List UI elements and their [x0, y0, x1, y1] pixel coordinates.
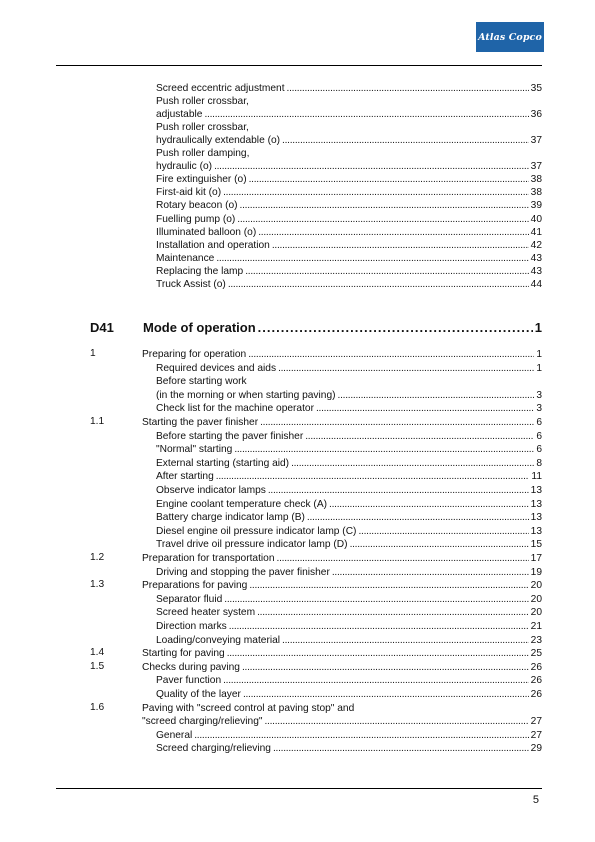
entry-title: Preparing for operation	[142, 349, 247, 360]
entry-page: 26	[530, 689, 542, 700]
entry-title: First-aid kit (o)	[156, 187, 222, 199]
entry-page: 27	[530, 729, 542, 741]
entry-page: 3	[536, 389, 542, 401]
leader-dots	[307, 511, 529, 524]
entry-page: 38	[530, 174, 542, 186]
toc-entry[interactable]	[156, 239, 542, 252]
leader-dots	[242, 661, 529, 674]
entry-number: 1.5	[90, 660, 105, 672]
toc-entry[interactable]	[156, 362, 542, 375]
entry-title: Screed heater system	[156, 607, 256, 619]
leader-dots	[338, 389, 535, 402]
leader-dots	[243, 688, 529, 701]
leader-dots	[224, 593, 528, 606]
section-title: Mode of operation	[143, 320, 256, 335]
toc-entry[interactable]	[156, 213, 542, 226]
entry-title: "Normal" starting	[156, 444, 233, 456]
entry-title: Paver function	[156, 675, 222, 687]
entry-title: hydraulic (o)	[156, 161, 213, 173]
entry-page: 8	[536, 457, 542, 469]
entry-title: Screed charging/relieving	[156, 743, 271, 755]
entry-title: Starting the paver finisher	[142, 417, 259, 428]
entry-title: Quality of the layer	[156, 689, 241, 700]
entry-title: Paving with "screed control at paving stop" and	[142, 702, 355, 714]
entry-page: 20	[530, 580, 542, 592]
leader-dots	[234, 443, 534, 456]
entry-title: Loading/conveying material	[156, 634, 281, 646]
leader-dots	[258, 320, 533, 336]
entry-page: 20	[530, 607, 542, 619]
leader-dots	[287, 82, 529, 95]
leader-dots	[228, 278, 529, 291]
entry-title: General	[156, 729, 193, 741]
toc-entry[interactable]	[142, 348, 542, 361]
entry-title: After starting	[156, 471, 214, 483]
entry-page: 35	[530, 83, 542, 94]
entry-title: Observe indicator lamps	[156, 485, 266, 496]
entry-title: Before starting work	[156, 376, 247, 388]
leader-dots	[332, 566, 529, 579]
leader-dots	[282, 634, 529, 647]
toc-entry[interactable]	[156, 402, 542, 415]
entry-title: Push roller crossbar,	[156, 122, 249, 134]
toc-entry[interactable]	[156, 173, 542, 186]
entry-page: 37	[530, 135, 542, 147]
toc-entry[interactable]	[156, 457, 542, 470]
entry-title: External starting (starting aid)	[156, 457, 290, 469]
entry-page: 1	[536, 362, 542, 374]
entry-page: 3	[536, 403, 542, 415]
toc-entry[interactable]	[142, 416, 542, 429]
leader-dots	[248, 348, 534, 361]
toc-entry[interactable]	[156, 252, 542, 265]
toc-entry[interactable]	[156, 620, 542, 633]
toc-entry[interactable]	[156, 186, 542, 199]
leader-dots	[305, 430, 534, 443]
entry-title: Required devices and aids	[156, 362, 277, 374]
entry-page: 43	[530, 252, 542, 264]
leader-dots	[291, 457, 534, 470]
toc-entry[interactable]	[156, 147, 542, 160]
leader-dots	[216, 252, 528, 265]
leader-dots	[265, 715, 529, 728]
leader-dots	[229, 620, 529, 633]
leader-dots	[358, 525, 528, 538]
entry-page: 44	[530, 278, 542, 290]
entry-title: Diesel engine oil pressure indicator lamp (C)	[156, 525, 357, 537]
toc-entry[interactable]	[156, 470, 542, 483]
entry-page: 36	[530, 109, 542, 121]
entry-title: Battery charge indicator lamp (B)	[156, 512, 305, 524]
entry-title: Preparations for paving	[142, 580, 248, 592]
entry-number: 1.1	[90, 416, 105, 427]
leader-dots	[350, 538, 529, 551]
toc-entry[interactable]	[156, 634, 542, 647]
entry-page: 6	[536, 444, 542, 456]
entry-page: 27	[530, 716, 542, 728]
entry-page: 40	[530, 213, 542, 225]
toc-entry[interactable]	[156, 265, 542, 278]
toc-entry[interactable]	[142, 661, 542, 674]
toc-entry[interactable]	[142, 702, 542, 715]
toc-entry[interactable]	[156, 674, 542, 687]
entry-page: 42	[530, 239, 542, 251]
entry-page: 13	[530, 525, 542, 537]
entry-page: 41	[530, 226, 542, 238]
toc-entry[interactable]	[142, 647, 542, 660]
entry-page: 29	[530, 743, 542, 755]
leader-dots	[194, 729, 528, 742]
entry-number: 1.3	[90, 579, 105, 591]
page-number: 5	[532, 794, 539, 806]
leader-dots	[316, 402, 534, 415]
entry-page: 20	[530, 593, 542, 605]
entry-title: Travel drive oil pressure indicator lamp (D)	[156, 539, 348, 551]
footer-rule	[56, 788, 542, 789]
entry-title: Before starting the paver finisher	[156, 430, 304, 442]
leader-dots	[268, 484, 529, 497]
leader-dots	[216, 470, 530, 483]
section-page: 1	[534, 320, 542, 335]
leader-dots	[245, 265, 528, 278]
entry-page: 21	[530, 621, 542, 632]
entry-title: Replacing the lamp	[156, 265, 244, 277]
entry-title: Rotary beacon (o)	[156, 200, 238, 212]
entry-page: 39	[530, 200, 542, 212]
toc-entry[interactable]	[156, 538, 542, 551]
entry-number: 1.6	[90, 701, 105, 713]
entry-page: 6	[536, 430, 542, 442]
toc-entry[interactable]	[156, 593, 542, 606]
leader-dots	[277, 552, 529, 565]
entry-page: 1	[536, 349, 542, 360]
toc-entry[interactable]	[156, 484, 542, 497]
toc-entry[interactable]	[156, 511, 542, 524]
entry-page: 43	[530, 265, 542, 277]
toc-entry[interactable]	[156, 375, 542, 388]
entry-page: 19	[530, 566, 542, 578]
entry-title: Push roller crossbar,	[156, 96, 249, 108]
entry-title: Push roller damping,	[156, 148, 250, 160]
entry-title: Screed eccentric adjustment	[156, 83, 285, 94]
entry-page: 37	[530, 161, 542, 173]
entry-page: 23	[530, 634, 542, 646]
entry-title: Installation and operation	[156, 239, 270, 251]
toc-entry[interactable]	[156, 108, 542, 121]
entry-title: Engine coolant temperature check (A)	[156, 498, 328, 510]
entry-title: Preparation for transportation	[142, 553, 275, 564]
toc-entry[interactable]	[156, 606, 542, 619]
leader-dots	[214, 160, 529, 173]
leader-dots	[223, 674, 529, 687]
leader-dots	[249, 579, 528, 592]
entry-title: Truck Assist (o)	[156, 278, 226, 290]
toc-entry[interactable]	[156, 121, 542, 134]
toc-entry[interactable]	[156, 389, 542, 402]
entry-title: hydraulically extendable (o)	[156, 135, 281, 147]
toc-entry[interactable]	[142, 715, 542, 728]
leader-dots	[223, 186, 529, 199]
entry-page: 13	[530, 498, 542, 510]
entry-page: 26	[530, 675, 542, 687]
leader-dots	[272, 239, 529, 252]
toc-entry[interactable]	[142, 552, 542, 565]
entry-title: Driving and stopping the paver finisher	[156, 566, 330, 578]
leader-dots	[249, 173, 529, 186]
entry-title: "screed charging/relieving"	[142, 716, 263, 728]
entry-title: Maintenance	[156, 252, 215, 264]
leader-dots	[282, 134, 529, 147]
toc-entry[interactable]	[156, 566, 542, 579]
toc-entry[interactable]	[156, 498, 542, 511]
section-code: D41	[90, 320, 114, 335]
entry-title: Direction marks	[156, 621, 227, 632]
toc-entry[interactable]	[142, 579, 542, 592]
leader-dots	[240, 199, 529, 212]
atlas-copco-logo: Atlas Copco	[476, 22, 544, 52]
toc-entry[interactable]	[156, 226, 542, 239]
toc-entry[interactable]	[156, 95, 542, 108]
entry-page: 13	[530, 485, 542, 496]
leader-dots	[227, 647, 529, 660]
entry-title: Check list for the machine operator	[156, 403, 314, 415]
entry-page: 26	[530, 661, 542, 673]
leader-dots	[260, 416, 534, 429]
toc-entry[interactable]	[156, 742, 542, 755]
toc-entry[interactable]	[156, 443, 542, 456]
toc-entry[interactable]	[156, 430, 542, 443]
entry-title: Separator fluid	[156, 593, 223, 605]
leader-dots	[257, 606, 529, 619]
entry-title: Starting for paving	[142, 648, 225, 660]
leader-dots	[278, 362, 534, 375]
leader-dots	[237, 213, 528, 226]
leader-dots	[273, 742, 529, 755]
entry-page: 17	[530, 553, 542, 564]
leader-dots	[329, 498, 529, 511]
entry-title: Fuelling pump (o)	[156, 213, 236, 225]
entry-title: (in the morning or when starting paving)	[156, 389, 336, 401]
toc-entry[interactable]	[156, 525, 542, 538]
leader-dots	[204, 108, 528, 121]
toc-entry[interactable]	[156, 160, 542, 173]
toc-entry[interactable]	[156, 688, 542, 701]
toc-entry[interactable]	[156, 729, 542, 742]
entry-page: 11	[531, 471, 542, 483]
entry-page: 6	[536, 417, 542, 428]
entry-page: 13	[530, 512, 542, 524]
entry-page: 25	[530, 648, 542, 660]
toc-entry[interactable]	[156, 278, 542, 291]
toc-entry[interactable]	[156, 82, 542, 95]
leader-dots	[258, 226, 528, 239]
entry-title: Illuminated balloon (o)	[156, 226, 257, 238]
header-rule	[56, 65, 542, 66]
entry-number: 1.4	[90, 647, 105, 659]
entry-number: 1	[90, 348, 96, 359]
entry-page: 15	[530, 539, 542, 551]
toc-entry[interactable]	[156, 134, 542, 147]
entry-number: 1.2	[90, 552, 105, 563]
toc-entry[interactable]	[156, 199, 542, 212]
entry-title: Checks during paving	[142, 661, 240, 673]
entry-title: Fire extinguisher (o)	[156, 174, 247, 186]
entry-title: adjustable	[156, 109, 203, 121]
entry-page: 38	[530, 187, 542, 199]
